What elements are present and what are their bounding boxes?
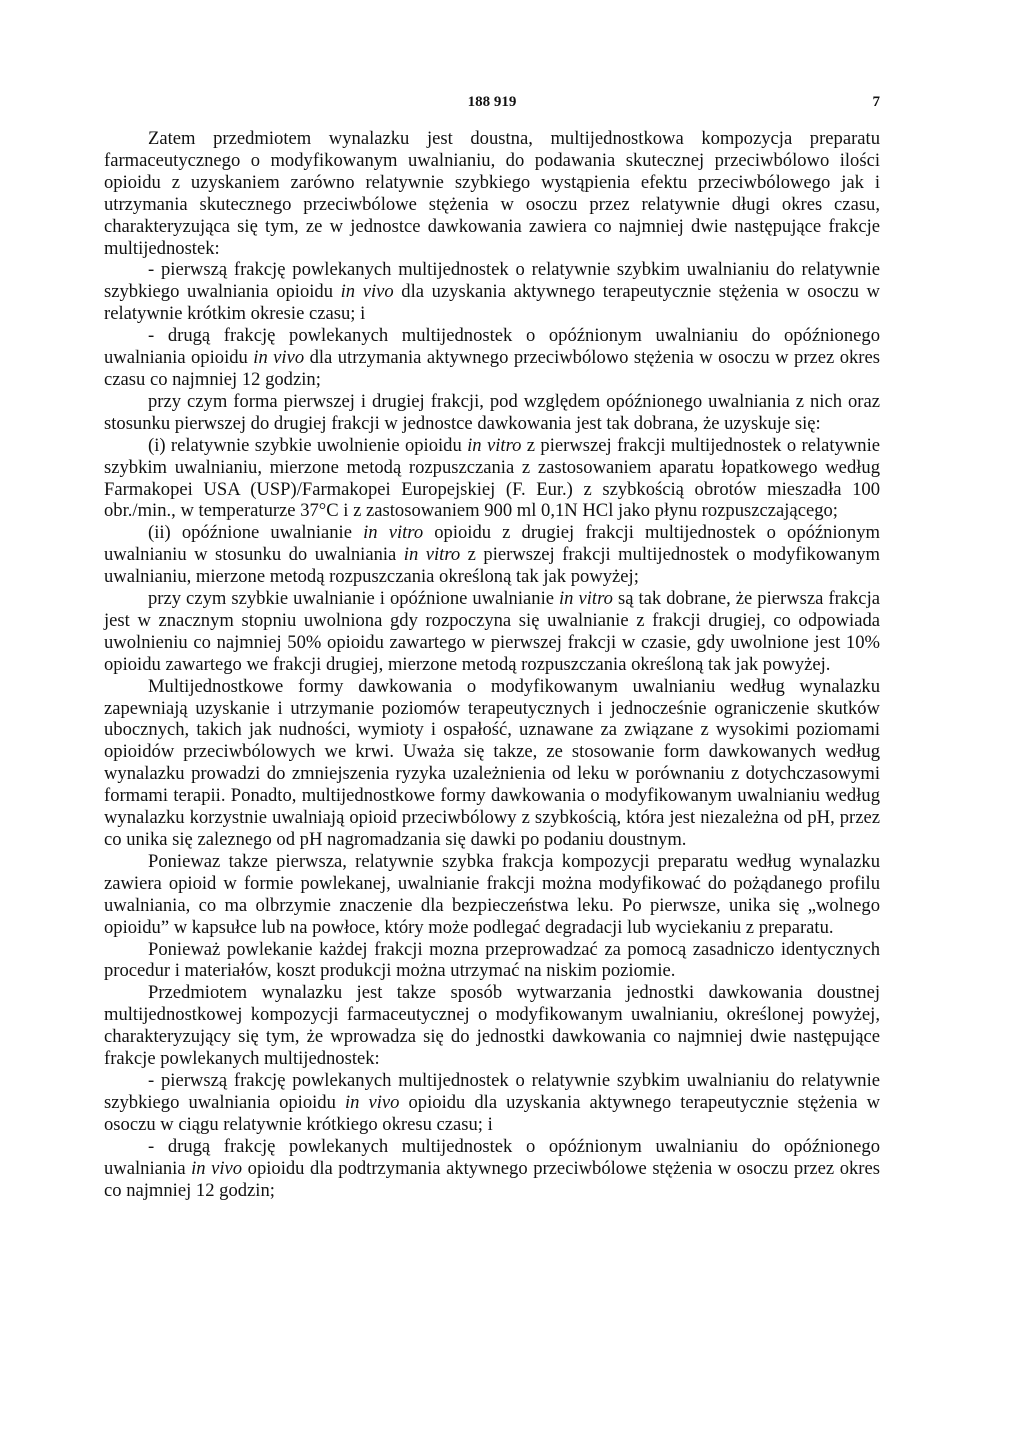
text-segment: opioidu dla uzyskania aktywnego terapeutycznie stężenia w osoczu w ciągu relatywnie krótkiego okresu czasu; i <box>104 1091 880 1135</box>
paragraph <box>104 982 880 1070</box>
text-segment: dla utrzymania aktywnego przeciwbólowo stężenia w osoczu w przez okres czasu co najmniej 12 godzin; <box>104 347 880 390</box>
text-segment: - drugą frakcję powlekanych multijednostek o opóźnionym uwalnianiu do opóźnionego uwalniania <box>104 1135 880 1179</box>
paragraph <box>104 128 880 259</box>
text-segment: przy czym forma pierwszej i drugiej frakcji, pod względem opóźnionego uwalniania z nich oraz stosunku pierwszej do drugiej frakcji w jednostce dawkowania jest tak dobrana, że uzyskuje się: <box>104 390 880 434</box>
paragraph <box>104 522 880 588</box>
paragraph <box>104 676 880 851</box>
text-segment: przy czym szybkie uwalnianie i opóźnione uwalnianie <box>148 588 560 610</box>
paragraph <box>104 259 880 325</box>
text-segment: dla uzyskania aktywnego terapeutycznie stężenia w osoczu w relatywnie krótkim okresie czasu; i <box>104 281 880 325</box>
paragraph <box>104 1136 880 1202</box>
paragraph <box>104 851 880 939</box>
text-segment: Przedmiotem wynalazku jest takze sposób wytwarzania jednostki dawkowania doustnej multijednostkowej kompozycji farmaceutycznej o modyfikowanym uwalnianiu, określonej powyżej, charakteryzujący się tym, że wprowadza się do jednostki dawkowania co najmniej dwie następujące frakcje powlekanych multijednostek: <box>104 982 880 1070</box>
text-segment: Ponieważ powlekanie każdej frakcji mozna przeprowadzać za pomocą zasadniczo identycznych procedur i materiałów, koszt produkcji można utrzymać na niskim poziomie. <box>104 938 880 982</box>
text-segment: (i) relatywnie szybkie uwolnienie opioidu <box>148 434 468 456</box>
patent-number: 188 919 <box>467 94 517 110</box>
text-segment: Multijednostkowe formy dawkowania o modyfikowanym uwalnianiu według wynalazku zapewniają uzyskanie i utrzymanie poziomów terapeutycznych i jednocześnie ograniczenie skutków ubocznych, takich jak nudności, wymioty i ospałość, uznawane za związane z wysokimi poziomami opioidów przeciwbólowych we krwi. Uważa się takze, ze stosowanie form dawkowanych według wynalazku prowadzi do zmniejszenia ryzyka uzależnienia od leku w porównaniu z dotychczasowymi formami terapii. Ponadto, multijednostkowe formy dawkowania o modyfikowanym uwalnianiu według wynalazku korzystnie uwalniają opioid przeciwbólowy z szybkością, która jest niezależna od pH, przez co unika się zaleznego od pH nagromadzania się dawki po podaniu doustnym. <box>104 675 880 850</box>
paragraph <box>104 391 880 435</box>
text-segment: opioidu dla podtrzymania aktywnego przeciwbólowe stężenia w osoczu przez okres co najmniej 12 godzin; <box>104 1157 880 1201</box>
paragraph <box>104 1070 880 1136</box>
italic-term: in vivo <box>191 1157 243 1179</box>
italic-term: in vitro <box>559 588 613 610</box>
italic-term: in vitro <box>403 544 461 566</box>
text-segment: z pierwszej frakcji multijednostek o modyfikowanym uwalnianiu, mierzone metodą rozpuszczania określoną tak jak powyżej; <box>104 544 880 588</box>
italic-term: in vitro <box>363 522 424 544</box>
text-segment: - pierwszą frakcję powlekanych multijednostek o relatywnie szybkim uwalnianiu do relatywnie szybkiego uwalniania opioidu <box>104 1069 880 1113</box>
page-number: 7 <box>872 94 880 110</box>
page-header <box>104 92 880 114</box>
text-segment: są tak dobrane, że pierwsza frakcja jest w znacznym stopniu uwolniona gdy rozpoczyna się uwalnianie z frakcji drugiej, co odpowiada uwolnieniu co najmniej 50% opioidu zawartego w pierwszej frakcji w czasie, gdy uwolnione jest 10% opioidu zawartego we frakcji drugiej, mierzone metodą rozpuszczania określoną tak jak powyżej. <box>104 588 880 675</box>
text-segment: Zatem przedmiotem wynalazku jest doustna, multijednostkowa kompozycja preparatu farmaceutycznego o modyfikowanym uwalnianiu, do podawania skutecznej przeciwbólowo ilości opioidu z uzyskaniem zarówno relatywnie szybkiego wystąpienia efektu przeciwbólowego jak i utrzymania skutecznego przeciwbólowe stężenia w osoczu przez relatywnie długi okres czasu, charakteryzująca się tym, ze w jednostce dawkowania zawiera co najmniej dwie następujące frakcje multijednostek: <box>104 128 880 259</box>
paragraph <box>104 939 880 983</box>
body-text <box>104 128 880 1201</box>
text-segment: Poniewaz takze pierwsza, relatywnie szybka frakcja kompozycji preparatu według wynalazku zawiera opioid w formie powlekanej, uwalnianie frakcji można modyfikować do pożądanego profilu uwalniania, co ma olbrzymie znaczenie dla bezpieczeństwa leku. Po pierwsze, unika się „wolnego opioidu” w kapsułce lub na powłoce, który może podlegać degradacji lub wyciekaniu z preparatu. <box>104 850 880 938</box>
paragraph <box>104 325 880 391</box>
italic-term: in vivo <box>344 1091 400 1113</box>
text-segment: (ii) opóźnione uwalnianie <box>148 522 364 544</box>
italic-term: in vivo <box>253 347 305 369</box>
text-segment: - pierwszą frakcję powlekanych multijednostek o relatywnie szybkim uwalnianiu do relatywnie szybkiego uwalniania opioidu <box>104 259 880 303</box>
text-segment: z pierwszej frakcji multijednostek o relatywnie szybkim uwalnianiu, mierzone metodą rozpuszczania z zastosowaniem aparatu łopatkowego według Farmakopei USA (USP)/Farmakopei Europejskiej (F. Eur.) z szybkością obrotów mieszadła 100 obr./min., w temperaturze 37°C i z zastosowaniem 900 ml 0,1N HCl jako płynu rozpuszczającego; <box>104 434 880 522</box>
document-page <box>104 92 880 1201</box>
paragraph <box>104 588 880 676</box>
italic-term: in vivo <box>340 281 394 303</box>
italic-term: in vitro <box>467 434 522 456</box>
text-segment: opioidu z drugiej frakcji multijednostek o opóźnionym uwalnianiu w stosunku do uwalniania <box>104 522 880 566</box>
text-segment: - drugą frakcję powlekanych multijednostek o opóźnionym uwalnianiu do opóźnionego uwalniania opioidu <box>104 325 880 369</box>
paragraph <box>104 435 880 523</box>
